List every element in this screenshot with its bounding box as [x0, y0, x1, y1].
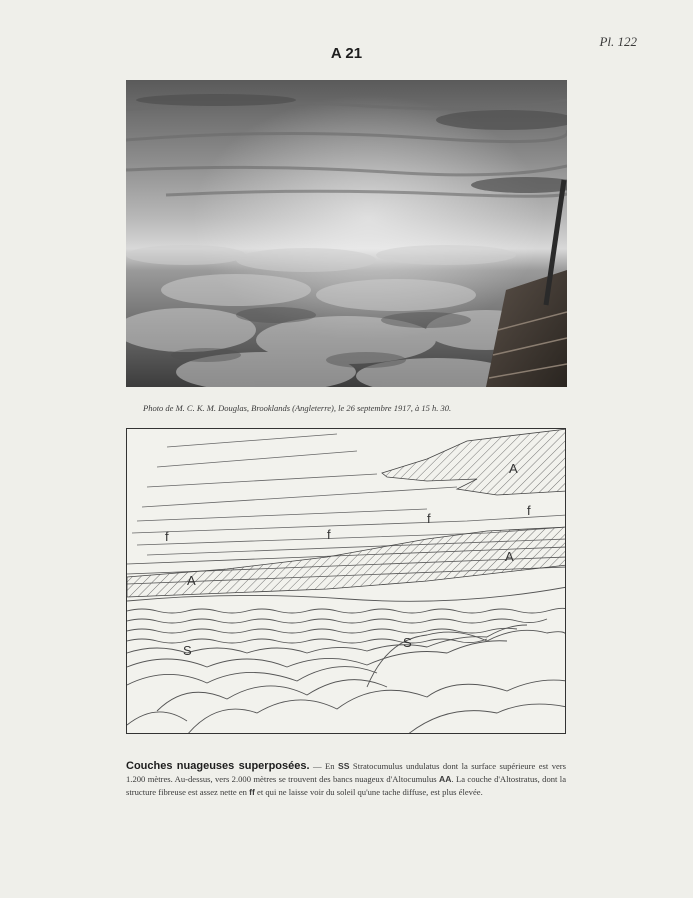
label-s-left: S: [183, 643, 192, 658]
altocumulus-upper-band: [382, 429, 566, 495]
label-a-middle: A: [505, 549, 514, 564]
description-aa: AA: [439, 774, 452, 784]
cloud-photograph: [126, 80, 567, 387]
label-a-left: A: [187, 573, 196, 588]
cloud-layer-diagram: [126, 428, 566, 734]
description-ss: SS: [338, 761, 350, 771]
label-f-3: f: [427, 511, 431, 526]
description-text-2: Stratocumulus undulatus dont la surface supérieure est vers 1.200 mètres. Au-dessus, vers 2.000 mètres se trouvent des bancs nuageux d'Altocumulus: [126, 761, 567, 784]
label-s-right: S: [403, 635, 412, 650]
plate-number: Pl. 122: [599, 34, 637, 49]
plate-code: A 21: [330, 45, 363, 62]
label-f-2: f: [327, 527, 331, 542]
label-a-upper: A: [509, 461, 518, 476]
description-text-1: — En: [309, 761, 339, 771]
label-f-4: f: [527, 503, 531, 518]
plate-description: [126, 760, 566, 799]
description-title: Couches nuageuses superposées.: [126, 760, 310, 772]
description-ff: ff: [249, 787, 255, 797]
description-text-3: . La couche d'Altostratus, dont la structure fibreuse est assez nette en: [126, 774, 567, 797]
label-f-1: f: [165, 529, 169, 544]
photo-caption: Photo de M. C. K. M. Douglas, Brooklands (Angleterre), le 26 septembre 1917, à 15 h. 30.: [143, 403, 452, 413]
description-text-4: et qui ne laisse voir du soleil qu'une tache diffuse, est plus élevée.: [254, 787, 483, 797]
